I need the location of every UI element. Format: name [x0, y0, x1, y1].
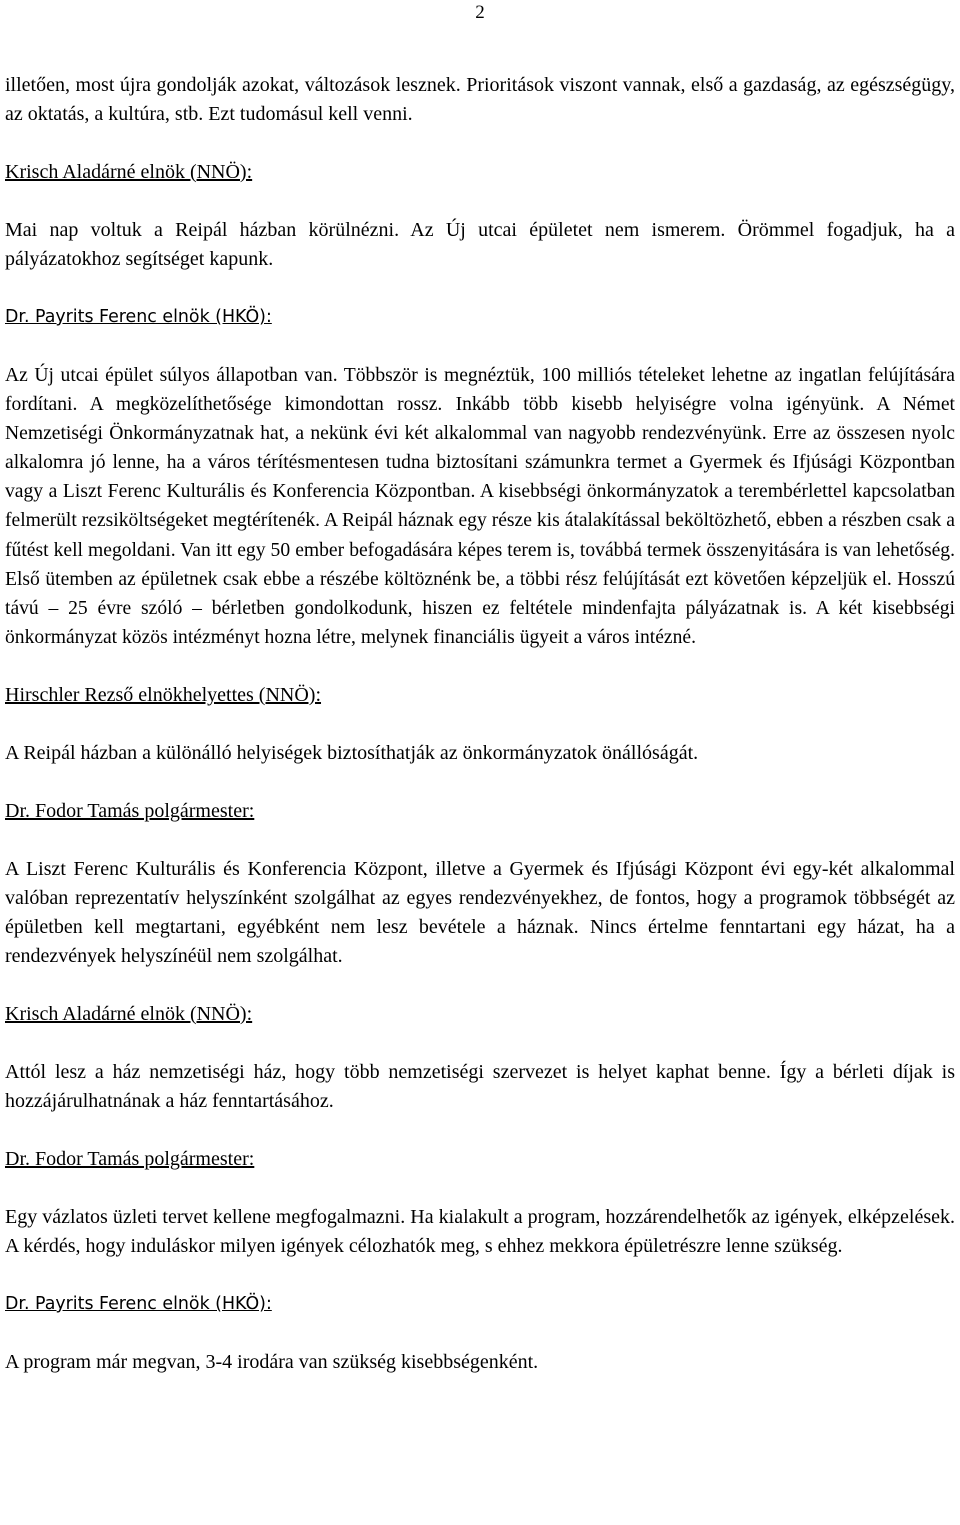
paragraph-krisch-1: Mai nap voltuk a Reipál házban körülnézni. Az Új utcai épületet nem ismerem. Örömmel fogadjuk, ha a pályázatokhoz segítséget kapunk.: [5, 219, 955, 270]
paragraph-krisch-2: Attól lesz a ház nemzetiségi ház, hogy több nemzetiségi szervezet is helyet kaphat benne. Így a bérleti díjak is hozzájárulhatnának a ház fenntartásához.: [5, 1060, 955, 1112]
paragraph-fodor-2: Egy vázlatos üzleti tervet kellene megfogalmazni. Ha kialakult a program, hozzárendelhetők az igények, elképzelések. A kérdés, hogy induláskor milyen igények célozhatók meg, s ehhez mekkora épületrészre lenne szükség.: [5, 1205, 955, 1257]
paragraph-hirschler: A Reipál házban a különálló helyiségek biztosíthatják az önkormányzatok önállóságát.: [5, 741, 699, 764]
paragraph-payrits-1: Az Új utcai épület súlyos állapotban van. Többször is megnéztük, 100 milliós tételeket lehetne az ingatlan felújítására fordítani. A megközelíthetősége kimondottan rossz. Inkább több kisebb helyiségre volna igényünk. A Német Nemzetiségi Önkormányzatnak hat, a nekünk évi két alkalommal van nagyobb rendezvényünk. Erre az összesen nyolc alkalomra jó lenne, ha a város térítésmentesen tudna biztosítani számunkra termet a Gyermek és Ifjúsági Központban vagy a Liszt Ferenc Kulturális és Konferencia Központban. A kisebbségi önkormányzatok a terembérlettel kapcsolatban felmerült rezsiköltségeket megtérítenék. A Reipál háznak egy része kis átalakítással beköltözhető, ebben a részben csak a fűtést kell megoldani. Van itt egy 50 ember befogadására képes terem is, továbbá termek összenyitására is van lehetőség. Első ütemben az épületnek csak ebbe a részébe költöznénk be, a többi rész felújítását ezt követően képzeljük el. Hosszú távú – 25 évre szóló – bérletben gondolkodunk, hiszen ez feltétele mindenfajta pályázatnak is. A két kisebbségi önkormányzat közös intézményt hozna létre, melynek financiális ügyeit a város intézné.: [5, 365, 955, 648]
speaker-heading-payrits-2: Dr. Payrits Ferenc elnök (HKÖ):: [5, 1293, 272, 1314]
paragraph-payrits-2: A program már megvan, 3-4 irodára van szükség kisebbségenként.: [5, 1350, 539, 1373]
speaker-heading-fodor-1: Dr. Fodor Tamás polgármester:: [5, 799, 255, 822]
paragraph-intro: illetően, most újra gondolják azokat, változások lesznek. Prioritások viszont vannak, első a gazdaság, az egészségügy, az oktatás, a kultúra, stb. Ezt tudomásul kell venni.: [5, 74, 955, 125]
page-number: [0, 1, 960, 25]
speaker-heading-krisch-1: Krisch Aladárné elnök (NNÖ):: [5, 161, 253, 183]
speaker-heading-payrits-1: Dr. Payrits Ferenc elnök (HKÖ):: [5, 307, 272, 327]
speaker-heading-hirschler: Hirschler Rezső elnökhelyettes (NNÖ):: [5, 683, 322, 706]
speaker-heading-fodor-2: Dr. Fodor Tamás polgármester:: [5, 1147, 255, 1170]
paragraph-fodor-1: A Liszt Ferenc Kulturális és Konferencia Központ, illetve a Gyermek és Ifjúsági Központ évi egy-két alkalommal valóban reprezentatív helyszínként szolgálhat az egyes rendezvényekhez, de fontos, hogy a programok többségét az épületben kell megtartani, egyébként nem lesz bevétele a háznak. Nincs értelme fenntartani egy házat, ha a rendezvények helyszínéül nem szolgálhat.: [5, 857, 955, 967]
document-body: [5, 71, 955, 1406]
page-number-text: 2: [475, 2, 485, 23]
speaker-heading-krisch-2: Krisch Aladárné elnök (NNÖ):: [5, 1002, 253, 1025]
